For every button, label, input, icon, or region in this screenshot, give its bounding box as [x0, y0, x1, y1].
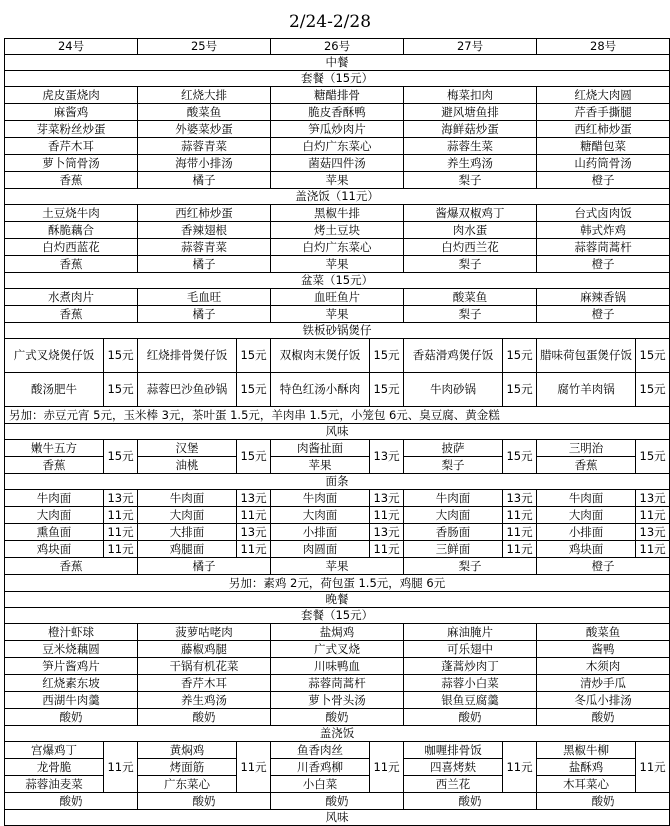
dish-cell: 麻酱鸡: [5, 104, 138, 121]
fruit-cell: 梨子: [404, 457, 503, 474]
dish-cell: 酸奶: [5, 709, 138, 726]
dish-cell: 西湖牛肉羹: [5, 692, 138, 709]
dish-cell: 特色红汤小酥肉: [271, 373, 370, 407]
dish-cell: 避风塘鱼排: [404, 104, 537, 121]
dish-cell: 熏鱼面: [5, 524, 104, 541]
price-cell: 15元: [237, 373, 271, 407]
dish-cell: 龙骨脆: [5, 759, 104, 776]
dish-cell: 白灼广东菜心: [271, 239, 404, 256]
dish-cell: 黑椒牛排: [271, 205, 404, 222]
dish-cell: 鸡块面: [5, 541, 104, 558]
dish-cell: 萝卜骨头汤: [271, 692, 404, 709]
drink-cell: 酸奶: [271, 793, 404, 810]
dish-cell: 广东菜心: [138, 776, 237, 793]
section-lunch-set-meal: 套餐（15元）: [5, 71, 670, 87]
price-cell: 11元: [104, 507, 138, 524]
dish-cell: 蒜蓉青菜: [138, 239, 271, 256]
fruit-cell: 梨子: [404, 558, 537, 575]
dish-cell: 香蕉: [5, 172, 138, 189]
dish-cell: 烤土豆块: [271, 222, 404, 239]
price-cell: 15元: [503, 373, 537, 407]
dish-cell: 橘子: [138, 256, 271, 273]
price-cell: 11元: [636, 742, 670, 793]
price-cell: 13元: [370, 490, 404, 507]
dish-cell: 大排面: [138, 524, 237, 541]
dish-cell: 可乐翅中: [404, 641, 537, 658]
dish-cell: 黑椒牛柳: [537, 742, 636, 759]
dish-cell: 橘子: [138, 172, 271, 189]
dish-cell: 酸汤肥牛: [5, 373, 104, 407]
price-cell: 11元: [370, 541, 404, 558]
menu-title: 2/24-2/28: [288, 12, 372, 32]
fruit-cell: 苹果: [271, 457, 370, 474]
dish-cell: 肉酱扯面: [271, 440, 370, 457]
dish-cell: 香芹木耳: [138, 675, 271, 692]
dish-cell: 双椒肉末煲仔饭: [271, 339, 370, 373]
dish-cell: 养生鸡汤: [404, 155, 537, 172]
dish-cell: 牛肉面: [138, 490, 237, 507]
dish-cell: 红烧大肉圆: [537, 87, 670, 104]
price-cell: 11元: [104, 742, 138, 793]
fruit-cell: 香蕉: [537, 457, 636, 474]
price-cell: 13元: [370, 440, 404, 474]
day-header: 26号: [271, 39, 404, 55]
section-lunch-rice: 盖浇饭（11元）: [5, 189, 670, 205]
dish-cell: 肉圆面: [271, 541, 370, 558]
section-dinner-rice: 盖浇饭: [5, 726, 670, 742]
dish-cell: 鸡块面: [537, 541, 636, 558]
dish-cell: 梨子: [404, 172, 537, 189]
section-lunch-noodles: 面条: [5, 474, 670, 490]
price-cell: 11元: [237, 541, 271, 558]
dish-cell: 小排面: [537, 524, 636, 541]
dish-cell: 红烧大排: [138, 87, 271, 104]
dish-cell: 小白菜: [271, 776, 370, 793]
price-cell: 15元: [237, 339, 271, 373]
price-cell: 11元: [503, 742, 537, 793]
dish-cell: 养生鸡汤: [138, 692, 271, 709]
dish-cell: 盐酥鸡: [537, 759, 636, 776]
dish-cell: 咖喱排骨饭: [404, 742, 503, 759]
price-cell: 15元: [104, 373, 138, 407]
dish-cell: 蒜蓉小白菜: [404, 675, 537, 692]
price-cell: 11元: [104, 524, 138, 541]
price-cell: 13元: [237, 490, 271, 507]
dish-cell: 萝卜筒骨汤: [5, 155, 138, 172]
dish-cell: 麻油腌片: [404, 624, 537, 641]
price-cell: 13元: [503, 490, 537, 507]
dish-cell: 麻辣香锅: [537, 289, 670, 306]
dish-cell: 牛肉面: [404, 490, 503, 507]
price-cell: 13元: [104, 490, 138, 507]
dish-cell: 芹香手撕腿: [537, 104, 670, 121]
price-cell: 15元: [503, 339, 537, 373]
price-cell: 11元: [104, 541, 138, 558]
dish-cell: 苹果: [271, 256, 404, 273]
dish-cell: 韩式炸鸡: [537, 222, 670, 239]
day-header: 28号: [537, 39, 670, 55]
section-lunch-claypot: 铁板砂锅煲仔: [5, 323, 670, 339]
dish-cell: 香芹木耳: [5, 138, 138, 155]
fruit-cell: 油桃: [138, 457, 237, 474]
dish-cell: 小排面: [271, 524, 370, 541]
dish-cell: 藤椒鸡腿: [138, 641, 271, 658]
dish-cell: 香菇滑鸡煲仔饭: [404, 339, 503, 373]
dish-cell: 干锅有机花菜: [138, 658, 271, 675]
lunch-extras-note: 另加：赤豆元宵 5元，玉米棒 3元，茶叶蛋 1.5元，羊肉串 1.5元，小笼包 6元、臭豆腐、黄金糕: [5, 407, 670, 424]
dish-cell: 梨子: [404, 256, 537, 273]
fruit-cell: 橙子: [537, 558, 670, 575]
price-cell: 11元: [636, 541, 670, 558]
dish-cell: 西红柿炒蛋: [138, 205, 271, 222]
fruit-cell: 苹果: [271, 558, 404, 575]
dish-cell: 冬瓜小排汤: [537, 692, 670, 709]
drink-cell: 酸奶: [5, 793, 138, 810]
day-header: 27号: [404, 39, 537, 55]
dish-cell: 肉水蛋: [404, 222, 537, 239]
price-cell: 11元: [370, 507, 404, 524]
dish-cell: 白灼西兰花: [404, 239, 537, 256]
dish-cell: 蒜蓉油麦菜: [5, 776, 104, 793]
dish-cell: 黄焖鸡: [138, 742, 237, 759]
dish-cell: 广式叉烧煲仔饭: [5, 339, 104, 373]
dish-cell: 大肉面: [5, 507, 104, 524]
section-dinner-set-meal: 套餐（15元）: [5, 608, 670, 624]
dish-cell: 蒜蓉生菜: [404, 138, 537, 155]
dish-cell: 牛肉面: [271, 490, 370, 507]
dish-cell: 盐焗鸡: [271, 624, 404, 641]
dish-cell: 土豆烧牛肉: [5, 205, 138, 222]
price-cell: 13元: [636, 524, 670, 541]
dish-cell: 蒜蓉茼蒿杆: [271, 675, 404, 692]
dish-cell: 鸡腿面: [138, 541, 237, 558]
dish-cell: 蓬蒿炒肉丁: [404, 658, 537, 675]
dish-cell: 酸奶: [404, 709, 537, 726]
price-cell: 13元: [370, 524, 404, 541]
dish-cell: 菠萝咕咾肉: [138, 624, 271, 641]
dish-cell: 红烧素东坡: [5, 675, 138, 692]
dish-cell: 苹果: [271, 172, 404, 189]
dish-cell: 橘子: [138, 306, 271, 323]
dish-cell: 清炒手瓜: [537, 675, 670, 692]
dish-cell: 海鲜菇炒蛋: [404, 121, 537, 138]
dish-cell: 白灼西蓝花: [5, 239, 138, 256]
dish-cell: 虎皮蛋烧肉: [5, 87, 138, 104]
dish-cell: 香蕉: [5, 306, 138, 323]
dish-cell: 红烧排骨煲仔饭: [138, 339, 237, 373]
dish-cell: 腐竹羊肉锅: [537, 373, 636, 407]
dish-cell: 酸奶: [537, 709, 670, 726]
price-cell: 15元: [636, 339, 670, 373]
dish-cell: 香肠面: [404, 524, 503, 541]
dish-cell: 酸菜鱼: [138, 104, 271, 121]
dish-cell: 芽菜粉丝炒蛋: [5, 121, 138, 138]
dish-cell: 酸奶: [271, 709, 404, 726]
drink-cell: 酸奶: [404, 793, 537, 810]
dish-cell: 嫩牛五方: [5, 440, 104, 457]
dish-cell: 笋片酱鸡片: [5, 658, 138, 675]
price-cell: 15元: [237, 440, 271, 474]
dish-cell: 腊味荷包蛋煲仔饭: [537, 339, 636, 373]
price-cell: 15元: [636, 440, 670, 474]
section-dinner-western: 风味: [5, 810, 670, 826]
dish-cell: 牛肉面: [537, 490, 636, 507]
section-lunch-western: 风味: [5, 424, 670, 440]
dish-cell: 木须肉: [537, 658, 670, 675]
dish-cell: 酱鸭: [537, 641, 670, 658]
dish-cell: 橙子: [537, 256, 670, 273]
price-cell: 11元: [237, 742, 271, 793]
dish-cell: 蒜蓉巴沙鱼砂锅: [138, 373, 237, 407]
dish-cell: 梨子: [404, 306, 537, 323]
price-cell: 13元: [636, 490, 670, 507]
dish-cell: 西兰花: [404, 776, 503, 793]
dish-cell: 笋瓜炒肉片: [271, 121, 404, 138]
dish-cell: 大肉面: [271, 507, 370, 524]
dish-cell: 白灼广东菜心: [271, 138, 404, 155]
dish-cell: 苹果: [271, 306, 404, 323]
noodle-extras-note: 另加：素鸡 2元，荷包蛋 1.5元，鸡腿 6元: [5, 575, 670, 592]
section-lunch-bowl: 盆菜（15元）: [5, 273, 670, 289]
dish-cell: 宫爆鸡丁: [5, 742, 104, 759]
dish-cell: 三鲜面: [404, 541, 503, 558]
dish-cell: 牛肉面: [5, 490, 104, 507]
dish-cell: 大肉面: [138, 507, 237, 524]
dish-cell: 大肉面: [404, 507, 503, 524]
dish-cell: 酸菜鱼: [404, 289, 537, 306]
dish-cell: 酸奶: [138, 709, 271, 726]
dish-cell: 川香鸡柳: [271, 759, 370, 776]
price-cell: 15元: [636, 373, 670, 407]
price-cell: 15元: [370, 373, 404, 407]
dish-cell: 外婆菜炒蛋: [138, 121, 271, 138]
price-cell: 13元: [237, 524, 271, 541]
dish-cell: 橙汁虾球: [5, 624, 138, 641]
dish-cell: 鱼香肉丝: [271, 742, 370, 759]
dish-cell: 大肉面: [537, 507, 636, 524]
dish-cell: 豆米烧藕圆: [5, 641, 138, 658]
drink-cell: 酸奶: [537, 793, 670, 810]
section-dinner: 晚餐: [5, 592, 670, 608]
dish-cell: 酸菜鱼: [537, 624, 670, 641]
price-cell: 11元: [370, 742, 404, 793]
drink-cell: 酸奶: [138, 793, 271, 810]
dish-cell: 水煮肉片: [5, 289, 138, 306]
dish-cell: 川味鸭血: [271, 658, 404, 675]
section-lunch: 中餐: [5, 55, 670, 71]
price-cell: 11元: [237, 507, 271, 524]
fruit-cell: 橘子: [138, 558, 271, 575]
dish-cell: 山药筒骨汤: [537, 155, 670, 172]
price-cell: 11元: [503, 507, 537, 524]
dish-cell: 三明治: [537, 440, 636, 457]
dish-cell: 木耳菜心: [537, 776, 636, 793]
dish-cell: 蒜蓉青菜: [138, 138, 271, 155]
dish-cell: 梅菜扣肉: [404, 87, 537, 104]
dish-cell: 毛血旺: [138, 289, 271, 306]
dish-cell: 台式卤肉饭: [537, 205, 670, 222]
dish-cell: 酱爆双椒鸡丁: [404, 205, 537, 222]
price-cell: 15元: [503, 440, 537, 474]
dish-cell: 海带小排汤: [138, 155, 271, 172]
day-header: 25号: [138, 39, 271, 55]
fruit-cell: 香蕉: [5, 558, 138, 575]
price-cell: 15元: [104, 440, 138, 474]
fruit-cell: 香蕉: [5, 457, 104, 474]
dish-cell: 四喜烤麸: [404, 759, 503, 776]
dish-cell: 汉堡: [138, 440, 237, 457]
dish-cell: 银鱼豆腐羹: [404, 692, 537, 709]
dish-cell: 菌菇四件汤: [271, 155, 404, 172]
price-cell: 15元: [104, 339, 138, 373]
dish-cell: 香辣翅根: [138, 222, 271, 239]
dish-cell: 香蕉: [5, 256, 138, 273]
price-cell: 11元: [503, 524, 537, 541]
dish-cell: 橙子: [537, 172, 670, 189]
day-header: 24号: [5, 39, 138, 55]
dish-cell: 脆皮香酥鸭: [271, 104, 404, 121]
price-cell: 15元: [370, 339, 404, 373]
dish-cell: 蒜蓉茼蒿杆: [537, 239, 670, 256]
dish-cell: 广式叉烧: [271, 641, 404, 658]
dish-cell: 糖醋包菜: [537, 138, 670, 155]
dish-cell: 糖醋排骨: [271, 87, 404, 104]
weekly-menu-table: [4, 38, 670, 826]
dish-cell: 西红柿炒蛋: [537, 121, 670, 138]
price-cell: 11元: [636, 507, 670, 524]
dish-cell: 披萨: [404, 440, 503, 457]
dish-cell: 橙子: [537, 306, 670, 323]
dish-cell: 酥脆藕合: [5, 222, 138, 239]
dish-cell: 血旺鱼片: [271, 289, 404, 306]
dish-cell: 牛肉砂锅: [404, 373, 503, 407]
dish-cell: 烤面筋: [138, 759, 237, 776]
price-cell: 11元: [503, 541, 537, 558]
